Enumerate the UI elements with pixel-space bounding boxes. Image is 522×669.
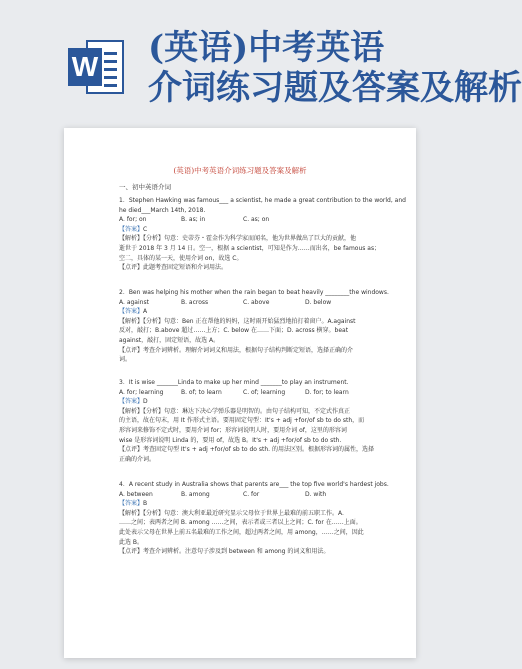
question-text: 4．A recent study in Australia shows that parents are___ the top five world's hardest jobs. — [119, 481, 389, 488]
analysis-line: 反对，敲打；B.above 超过……上方；C. below 在……下面；D. across 横穿。beat — [119, 327, 349, 335]
analysis-line: 形容词来修饰不定式时，要用介词 for；形容词说明人时，要用介词 of，这里的形容词 — [119, 426, 347, 434]
answer-tag: 【答案】 — [119, 308, 144, 316]
analysis-line: 的主语，故在句末，用 It 作形式主语。要用固定句型：It's + adj +for/of sb to do sth，而 — [119, 417, 365, 425]
option: C. above — [243, 298, 270, 306]
comment-line: 【点评】此题考查固定短语和介词用法。 — [119, 264, 228, 272]
option: D. with — [305, 490, 327, 498]
document-title: (英语)中考英语介词练习题及答案及解析 — [173, 166, 307, 175]
banner-title-line-1: (英语)中考英语 — [148, 28, 385, 68]
section-heading: 一、初中英语介词 — [119, 183, 171, 191]
comment-line: 【点评】考查固定句型 It's + adj +for/of sb to do sth. 的用法区别。根据形容词的属性，选择 — [119, 446, 374, 454]
options-row — [119, 490, 379, 500]
option: B. as; in — [181, 216, 206, 224]
answer-tag: 【答案】 — [119, 500, 144, 508]
comment-line: 词。 — [119, 356, 132, 364]
answer-value: D — [143, 398, 148, 406]
analysis-line: 此选 B。 — [119, 538, 144, 546]
option: A. between — [119, 490, 153, 498]
options-row — [119, 215, 379, 225]
word-app-logo — [68, 36, 126, 98]
analysis-line: 【解析】【分析】句意：史蒂芬・霍金作为科学家而闻名，他为世界做出了巨大的贡献，他 — [119, 235, 357, 243]
analysis-line: against，敲打，固定短语，故选 A。 — [119, 336, 220, 344]
option: C. of; learning — [243, 388, 286, 396]
question-1 — [119, 196, 406, 273]
question-4 — [119, 480, 389, 557]
analysis-line: 【解析】【分析】句意：Ben 正在帮他的妈妈，这时雨开始猛烈地拍打着窗户。A.against — [119, 317, 356, 325]
option: C. for — [243, 490, 260, 498]
question-text: 1．Stephen Hawking was famous___ a scientist, he made a great contribution to the world, and — [119, 197, 406, 204]
answer-value: B — [143, 500, 148, 508]
answer-tag: 【答案】 — [119, 398, 144, 406]
option: D. below — [305, 298, 332, 306]
option: B. of; to learn — [181, 388, 222, 396]
question-text: 3．It is wise _______Linda to make up her mind _______to play an instrument. — [119, 379, 349, 386]
answer-line — [119, 307, 379, 317]
answer-value: A — [143, 308, 148, 316]
option: B. among — [181, 490, 210, 498]
answer-line — [119, 225, 379, 235]
question-2 — [119, 288, 389, 365]
question-3 — [119, 378, 379, 464]
comment-line: 【点评】考查介词辨析。理解介词词义和用法，根据句子结构判断定短语，选择正确的介 — [119, 346, 354, 354]
analysis-line: ……之间；表两者之间 B. among ……之间，表示者或三者以上之间；C. for 在……上面。 — [119, 519, 362, 527]
answer-line — [119, 397, 379, 407]
option: A. for; learning — [119, 388, 164, 396]
option: D. for; to learn — [305, 388, 349, 396]
analysis-line: 【解析】【分析】句意：琳达下决心学弹乐器是明智的。由句子结构可知，不定式作真正 — [119, 407, 351, 415]
answer-value: C — [143, 225, 148, 233]
analysis-line: 此处表示父母在世界上前五名最难的工作之间，超过两者之间，用 among，……之间，因此 — [119, 528, 364, 536]
analysis-line: 【解析】【分析】句意：澳大利亚最近研究显示父母位于世界上最难的前五职工作。A. — [119, 509, 344, 517]
answer-tag: 【答案】 — [119, 225, 144, 233]
comment-line: 【点评】考查介词辨析。注意句子涉及到 between 和 among 的词义和用法。 — [119, 548, 330, 556]
question-text: he died___March 14th, 2018. — [119, 206, 206, 214]
analysis-line: 空二，具体的某一天，使用介词 on，故选 C。 — [119, 254, 243, 262]
option: C. as; on — [243, 216, 270, 224]
word-icon: W — [68, 48, 102, 86]
banner-title — [148, 28, 522, 108]
comment-line: 正确的介词。 — [119, 455, 156, 463]
option: A. for; on — [119, 216, 147, 224]
analysis-line: 逝世于 2018 年 3 月 14 日。空一，根据 a scientist，可知是作为……而出名，be famous as； — [119, 244, 381, 252]
analysis-line: wise 是形容词说明 Linda 的，要用 of，故选 B。It's + adj +for/of sb to do sth. — [119, 436, 342, 444]
options-row — [119, 298, 379, 308]
banner-title-line-2: 介词练习题及答案及解析 — [148, 68, 522, 108]
option: B. across — [181, 298, 209, 306]
answer-line — [119, 499, 379, 509]
options-row — [119, 388, 379, 398]
document-page — [64, 128, 416, 658]
option: A. against — [119, 298, 149, 306]
question-text: 2．Ben was helping his mother when the rain began to beat heavily ________the windows. — [119, 289, 389, 296]
